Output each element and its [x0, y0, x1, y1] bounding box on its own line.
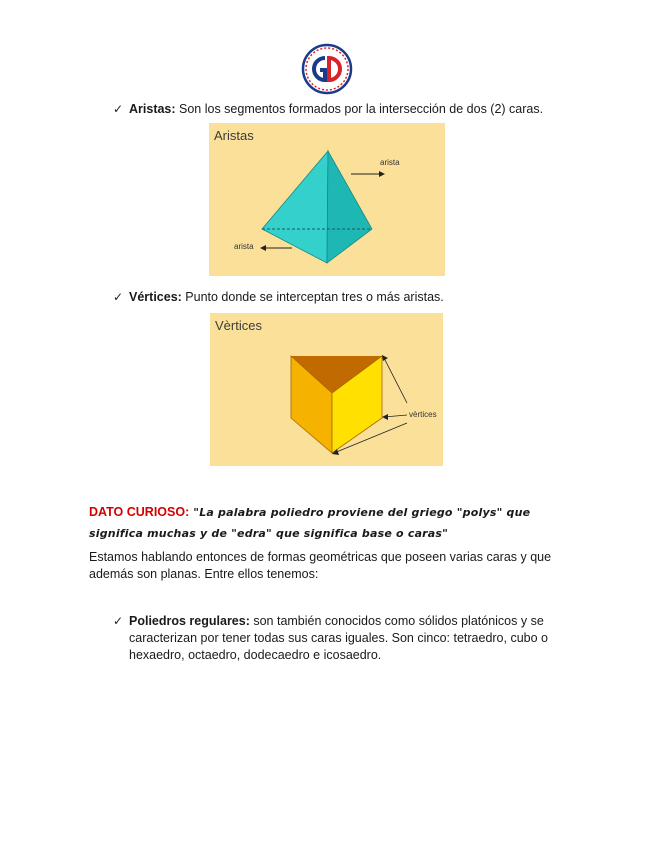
dato-curioso	[89, 502, 559, 544]
figure-title: Vèrtices	[215, 318, 262, 333]
gd-logo	[301, 43, 353, 95]
label-arista-bottom: arista	[234, 242, 254, 251]
checkmark-icon: ✓	[113, 290, 124, 304]
callout-quote: "La palabra poliedro proviene del griego "polys" que significa muchas y de "edra" que significa base o caras"	[89, 506, 531, 540]
term-vertices: Vértices:	[129, 290, 182, 304]
figure-aristas	[209, 123, 445, 276]
definition-aristas: Son los segmentos formados por la intersección de dos (2) caras.	[175, 102, 544, 116]
definition-vertices: Punto donde se interceptan tres o más aristas.	[181, 290, 444, 304]
checkmark-icon: ✓	[113, 102, 124, 116]
bullet-vertices	[113, 289, 583, 306]
label-vertices: vèrtices	[409, 410, 437, 419]
definition-poliedros-regulares: son también conocidos como sólidos platónicos y se caracterizan por tener todas sus caras iguales. Son cinco: tetraedro, cubo o hexaedro, octaedro, dodecaedro e icosaedro.	[129, 614, 548, 662]
term-poliedros-regulares: Poliedros regulares:	[129, 614, 250, 628]
checkmark-icon: ✓	[113, 614, 124, 628]
figure-vertices	[210, 313, 443, 466]
callout-label: DATO CURIOSO:	[89, 505, 190, 519]
figure-title: Aristas	[214, 128, 254, 143]
label-arista-top: arista	[380, 158, 400, 167]
term-aristas: Aristas:	[129, 102, 176, 116]
bullet-aristas	[113, 101, 583, 118]
intro-paragraph: Estamos hablando entonces de formas geométricas que poseen varias caras y que además son planas. Entre ellos tenemos:	[89, 550, 552, 581]
bullet-poliedros-regulares	[113, 613, 573, 664]
